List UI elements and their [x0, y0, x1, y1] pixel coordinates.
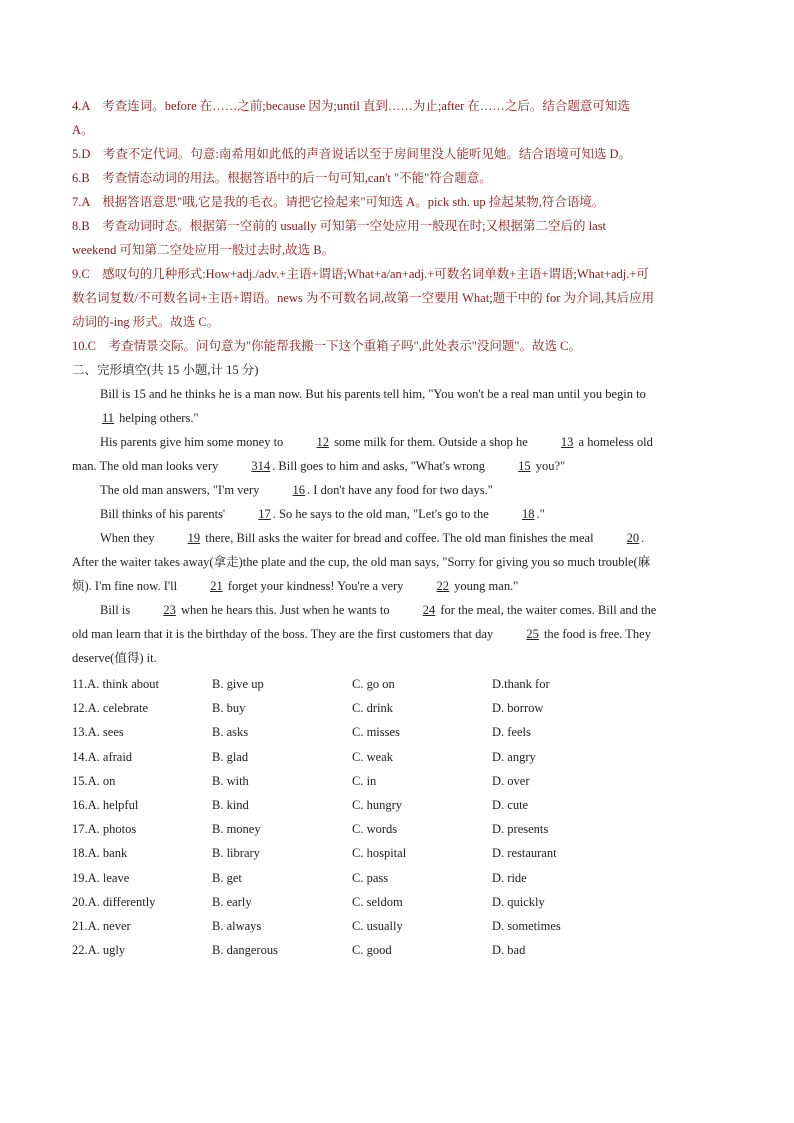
option-b: B. dangerous — [212, 943, 278, 958]
blank-12: 12 — [316, 435, 329, 449]
option-row — [72, 769, 722, 793]
blank-15: 15 — [518, 459, 531, 473]
answer-explanations — [72, 94, 722, 358]
option-c: C. weak — [352, 749, 393, 764]
option-a: 13.A. sees — [72, 725, 124, 740]
option-c: C. usually — [352, 919, 403, 934]
option-d: D. sometimes — [492, 919, 561, 934]
blank-25: 25 — [526, 627, 539, 641]
option-list — [72, 672, 722, 962]
passage-paragraph-3: The old man answers, "I'm very 16 . I don't have any food for two days." — [72, 478, 722, 502]
option-c: C. words — [352, 822, 398, 837]
option-d: D.thank for — [492, 677, 550, 691]
blank-17: 17 — [258, 507, 271, 521]
option-row — [72, 866, 722, 890]
option-c: C. hospital — [352, 846, 407, 861]
blank-13: 13 — [560, 435, 574, 449]
option-c: C. good — [352, 943, 392, 958]
cloze-passage — [72, 382, 722, 670]
passage-paragraph-5: When they 19 there, Bill asks the waiter for bread and coffee. The old man finishes the meal 20 . After the waiter takes away(拿走)the plate and the cup, the old man says, "Sorry for giving you so much trouble(麻 烦). I'm fine now. I'll 21 forget your kindness! You're a very 22 young man." — [72, 526, 722, 598]
option-a: 21.A. never — [72, 919, 131, 934]
option-a: 18.A. bank — [72, 846, 128, 861]
option-row — [72, 914, 722, 938]
option-b: B. buy — [212, 701, 246, 716]
option-d: D. quickly — [492, 894, 545, 909]
option-b: B. get — [212, 870, 242, 885]
option-row — [72, 696, 722, 720]
passage-paragraph-1: Bill is 15 and he thinks he is a man now. But his parents tell him, "You won't be a real man until you begin to 11 helping others." — [72, 382, 722, 430]
option-d: D. restaurant — [492, 846, 557, 861]
passage-paragraph-2: His parents give him some money to 12 some milk for them. Outside a shop he 13 a homeless old man. The old man looks very 314 . Bill goes to him and asks, "What's wrong 15 you?" — [72, 430, 722, 478]
option-row — [72, 672, 722, 696]
option-row — [72, 793, 722, 817]
blank-16: 16 — [292, 483, 306, 497]
option-b: B. glad — [212, 749, 249, 764]
document-page — [72, 94, 722, 962]
option-row — [72, 841, 722, 865]
option-a: 22.A. ugly — [72, 943, 126, 958]
option-row — [72, 720, 722, 744]
passage-paragraph-6: Bill is 23 when he hears this. Just when he wants to 24 for the meal, the waiter comes. Bill and the old man learn that it is the birthday of the boss. They are the first customers that day 25 the food is free. They deserve(值得) it. — [72, 598, 722, 670]
answer-5: 5.D 考查不定代词。句意:南希用如此低的声音说话以至于房间里没人能听见她。结合语境可知选 D。 — [72, 147, 632, 161]
option-d: D. over — [492, 773, 530, 788]
blank-20: 20 — [626, 531, 640, 545]
answer-7: 7.A 根据答语意思"哦,它是我的毛衣。请把它捡起来"可知选 A。pick sth. up 捡起某物,符合语境。 — [72, 195, 605, 209]
answer-8: 8.B 考查动词时态。根据第一空前的 usually 可知第一空处应用一般现在时;又根据第二空后的 last weekend 可知第二空处应用一般过去时,故选 B。 — [72, 219, 607, 257]
blank-21: 21 — [210, 579, 223, 593]
option-b: B. with — [212, 773, 249, 788]
answer-4: 4.A 考查连词。before 在……之前;because 因为;until 直到……为止;after 在……之后。结合题意可知选 A。 — [72, 99, 630, 137]
option-b: B. always — [212, 919, 262, 934]
blank-24: 24 — [422, 603, 436, 617]
passage-paragraph-4: Bill thinks of his parents' 17 . So he says to the old man, "Let's go to the 18 ." — [72, 502, 722, 526]
option-b: B. asks — [212, 725, 249, 740]
option-a: 19.A. leave — [72, 870, 130, 885]
section-title: 二、完形填空(共 15 小题,计 15 分) — [72, 363, 259, 377]
option-d: D. bad — [492, 943, 526, 958]
option-row — [72, 745, 722, 769]
answer-9: 9.C 感叹句的几种形式:How+adj./adv.+主语+谓语;What+a/an+adj.+可数名词单数+主语+谓语;What+adj.+可 数名词复数/不可数名词+主语+谓语。news 为不可数名词,故第一空要用 What;题干中的 for 为介词,其后应用 动词的-ing 形式。故选 C。 — [72, 267, 655, 329]
blank-22: 22 — [436, 579, 450, 593]
option-d: D. feels — [492, 725, 531, 740]
option-c: C. go on — [352, 677, 395, 691]
option-row — [72, 938, 722, 962]
option-d: D. ride — [492, 870, 527, 885]
option-a: 14.A. afraid — [72, 749, 133, 764]
option-b: B. library — [212, 846, 260, 861]
blank-14: 314 — [251, 459, 271, 473]
option-b: B. kind — [212, 798, 249, 813]
option-d: D. presents — [492, 822, 549, 837]
blank-23: 23 — [163, 603, 176, 617]
answer-10: 10.C 考查情景交际。问句意为"你能帮我搬一下这个重箱子吗",此处表示"没问题"。故选 C。 — [72, 339, 581, 353]
option-a: 15.A. on — [72, 773, 116, 788]
option-a: 11.A. think about — [72, 677, 160, 691]
option-a: 17.A. photos — [72, 822, 137, 837]
blank-19: 19 — [187, 531, 201, 545]
option-b: B. give up — [212, 677, 264, 691]
option-a: 20.A. differently — [72, 894, 156, 909]
blank-18: 18 — [521, 507, 535, 521]
option-row — [72, 817, 722, 841]
option-a: 16.A. helpful — [72, 798, 139, 813]
option-row — [72, 890, 722, 914]
option-c: C. pass — [352, 870, 389, 885]
option-b: B. early — [212, 894, 252, 909]
option-b: B. money — [212, 822, 261, 837]
answer-6: 6.B 考查情态动词的用法。根据答语中的后一句可知,can't "不能"符合题意。 — [72, 171, 492, 185]
option-c: C. in — [352, 773, 377, 788]
option-c: C. hungry — [352, 798, 402, 813]
blank-11: 11 — [102, 411, 115, 425]
option-d: D. borrow — [492, 701, 544, 716]
option-a: 12.A. celebrate — [72, 701, 149, 716]
option-d: D. angry — [492, 749, 536, 764]
option-c: C. drink — [352, 701, 393, 716]
option-c: C. misses — [352, 725, 400, 740]
option-d: D. cute — [492, 798, 529, 813]
option-c: C. seldom — [352, 894, 403, 909]
